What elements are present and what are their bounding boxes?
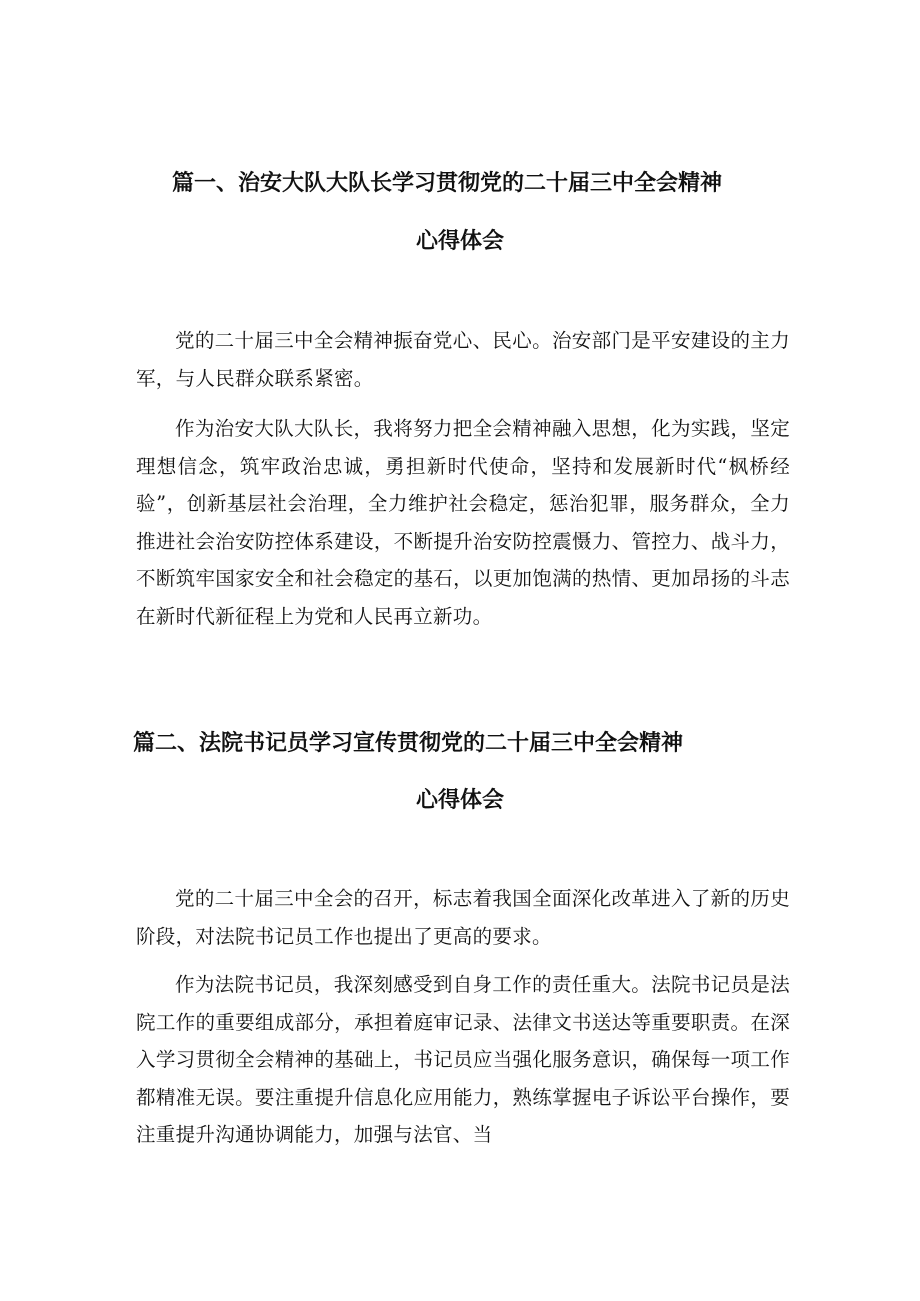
section-2-title-line-2: 心得体会 <box>415 788 504 813</box>
section-1-paragraph-1: 党的二十届三中全会精神振奋党心、民心。治安部门是平安建设的主力军，与人民群众联系紧密。 <box>136 329 790 390</box>
section-1-title-line-2: 心得体会 <box>415 229 504 254</box>
section-1-paragraph-2: 作为治安大队大队长，我将努力把全会精神融入思想，化为实践，坚定理想信念，筑牢政治忠诚，勇担新时代使命，坚持和发展新时代“枫桥经验”，创新基层社会治理，全力维护社会稳定，惩治犯罪，服务群众，全力推进社会治安防控体系建设，不断提升治安防控震慑力、管控力、战斗力，不断筑牢国家安全和社会稳定的基石，以更加饱满的热情、更加昂扬的斗志在新时代新征程上为党和人民再立新功。 <box>136 417 790 628</box>
section-2-paragraph-1: 党的二十届三中全会的召开，标志着我国全面深化改革进入了新的历史阶段，对法院书记员工作也提出了更高的要求。 <box>136 887 790 948</box>
section-2-title-line-1: 篇二、法院书记员学习宣传贯彻党的二十届三中全会精神 <box>133 731 684 756</box>
section-1-title-line-1: 篇一、治安大队大队长学习贯彻党的二十届三中全会精神 <box>172 171 723 196</box>
section-2-paragraph-2: 作为法院书记员，我深刻感受到自身工作的责任重大。法院书记员是法院工作的重要组成部分，承担着庭审记录、法律文书送达等重要职责。在深入学习贯彻全会精神的基础上，书记员应当强化服务意识，确保每一项工作都精准无误。要注重提升信息化应用能力，熟练掌握电子诉讼平台操作，要注重提升沟通协调能力，加强与法官、当 <box>136 973 790 1146</box>
